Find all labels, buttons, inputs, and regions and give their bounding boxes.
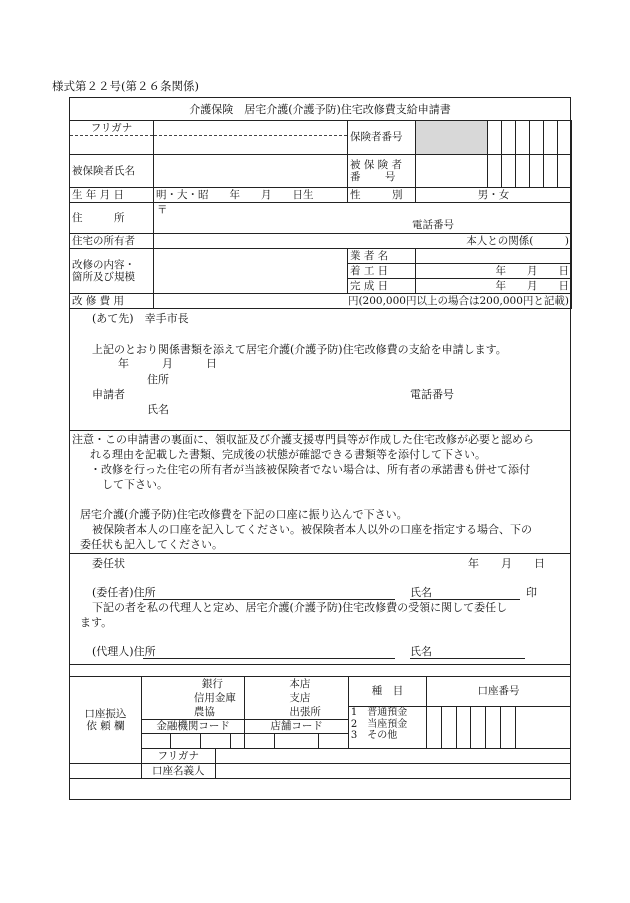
content-field[interactable] xyxy=(154,249,348,294)
content-label-1: 改修の内容・ xyxy=(72,258,135,271)
application-statement: 上記のとおり関係書類を添えて居宅介護(介護予防)住宅改修費の支給を申請します。 xyxy=(92,343,507,356)
agent-name-line[interactable] xyxy=(410,658,525,659)
branch-type-office: 出張所 xyxy=(289,706,321,718)
bank-type-bank: 銀行 xyxy=(201,678,223,690)
poa-text-1: 下記の者を私の代理人と定め、居宅介護(介護予防)住宅改修費の受領に関して委任し xyxy=(92,601,508,614)
bank-account-table xyxy=(69,676,571,779)
birth-era[interactable]: 明・大・昭 年 月 日生 xyxy=(154,188,348,203)
phone-label: 電話番号 xyxy=(412,219,454,231)
account-kind-header: 種 目 xyxy=(348,677,426,707)
applicant-label: 申請者 xyxy=(92,388,125,401)
complete-date[interactable]: 年 月 日 xyxy=(416,279,572,294)
poa-date: 年 月 日 xyxy=(468,557,545,570)
seal-mark: 印 xyxy=(526,586,537,599)
bank-name-field[interactable] xyxy=(141,677,245,720)
account-request-label-2: 依 頼 欄 xyxy=(86,720,125,732)
kind-ordinary[interactable]: 1 普通預金 xyxy=(350,707,408,718)
poa-bottom-border xyxy=(69,664,571,665)
principal-name-line[interactable] xyxy=(410,599,520,600)
form-title: 介護保険 居宅介護(介護予防)住宅改修費支給申請書 xyxy=(189,103,451,116)
insured-no-label-1: 被 保 険 者 xyxy=(350,158,403,171)
applicant-name-label: 氏名 xyxy=(147,403,169,416)
kind-current[interactable]: 2 当座預金 xyxy=(350,718,408,730)
principal-address-label: (委任者)住所 xyxy=(92,586,156,599)
poa-label: 委任状 xyxy=(92,557,125,570)
bank-type-nokyo: 農協 xyxy=(193,706,215,718)
note-2b: して下さい。 xyxy=(102,478,168,491)
furigana-label: フリガナ xyxy=(70,121,154,136)
vendor-label: 業 者 名 xyxy=(348,249,416,264)
note-2a: ・改修を行った住宅の所有者が当該被保険者でない場合は、所有者の承諾書も併せて添付 xyxy=(90,463,530,476)
vendor-field[interactable] xyxy=(416,249,572,264)
holder-field[interactable] xyxy=(215,764,570,779)
start-date[interactable]: 年 月 日 xyxy=(416,264,572,279)
account-number-header: 口座番号 xyxy=(427,677,571,707)
principal-address-line[interactable] xyxy=(143,599,395,600)
applicant-phone-label: 電話番号 xyxy=(410,388,454,401)
transfer-line-1: 居宅介護(介護予防)住宅改修費を下記の口座に振り込んで下さい。 xyxy=(80,508,408,521)
insurer-number-label: 保険者番号 xyxy=(348,121,416,155)
fin-code-label: 金融機関コード xyxy=(141,720,245,734)
relation-field[interactable]: 本人との関係( ) xyxy=(154,234,572,249)
poa-top-border xyxy=(69,553,571,554)
poa-text-2: ます。 xyxy=(80,616,113,629)
cost-label: 改 修 費 用 xyxy=(70,294,154,309)
sex-label: 性 別 xyxy=(348,188,416,203)
owner-label: 住宅の所有者 xyxy=(70,234,154,249)
content-label-2: 箇所及び規模 xyxy=(72,271,135,283)
account-request-label-1: 口座振込 xyxy=(84,707,127,720)
insured-no-cell-1[interactable] xyxy=(416,155,488,188)
address-field[interactable] xyxy=(154,203,572,234)
agent-address-line[interactable] xyxy=(143,658,395,659)
principal-name-label: 氏名 xyxy=(410,586,432,599)
application-date: 年 月 日 xyxy=(118,357,217,370)
note-1a: 注意・この申請書の裏面に、領収証及び介護支援専門員等が作成した住宅改修が必要と認めら xyxy=(72,433,534,446)
branch-type-main: 本店 xyxy=(289,678,311,690)
agent-address-label: (代理人)住所 xyxy=(92,645,156,658)
applicant-table xyxy=(69,120,572,309)
holder-furigana-field[interactable] xyxy=(215,749,570,764)
cost-field[interactable]: 円(200,000円以上の場合は200,000円と記載) xyxy=(154,294,572,309)
branch-name-field[interactable] xyxy=(245,677,349,720)
holder-label: 口座名義人 xyxy=(141,764,215,779)
insured-name-field[interactable] xyxy=(154,155,348,188)
kind-other[interactable]: 3 その他 xyxy=(350,730,398,741)
form-number-label: 様式第２２号(第２６条関係) xyxy=(52,79,199,93)
transfer-line-2: 被保険者本人の口座を記入してください。被保険者本人以外の口座を指定する場合、下の xyxy=(92,523,532,536)
addressee: (あて先) 幸手市長 xyxy=(92,312,189,325)
complete-label: 完 成 日 xyxy=(348,279,416,294)
agent-name-label: 氏名 xyxy=(410,645,432,658)
holder-furigana-label: フリガナ xyxy=(141,749,215,764)
branch-code-label: 店舗コード xyxy=(245,720,349,734)
furigana-field[interactable] xyxy=(154,121,348,136)
insured-name-label: 被保険者氏名 xyxy=(70,155,154,188)
address-label: 住 所 xyxy=(70,203,154,234)
note-1b: れる理由を記載した書類、完成後の状態が確認できる書類等を添付して下さい。 xyxy=(90,448,486,461)
insured-no-label-2: 番 号 xyxy=(350,171,396,183)
branch-type-branch: 支店 xyxy=(289,692,311,704)
postal-mark: 〒 xyxy=(157,204,168,216)
sex-value[interactable]: 男・女 xyxy=(416,188,572,203)
transfer-line-3: 委任状も記入してください。 xyxy=(80,538,223,551)
start-label: 着 工 日 xyxy=(348,264,416,279)
bank-type-shinkin: 信用金庫 xyxy=(193,692,236,704)
insurer-number-shaded xyxy=(416,121,488,155)
divider xyxy=(69,430,571,431)
applicant-address-label: 住所 xyxy=(147,373,169,386)
birth-label: 生 年 月 日 xyxy=(70,188,154,203)
